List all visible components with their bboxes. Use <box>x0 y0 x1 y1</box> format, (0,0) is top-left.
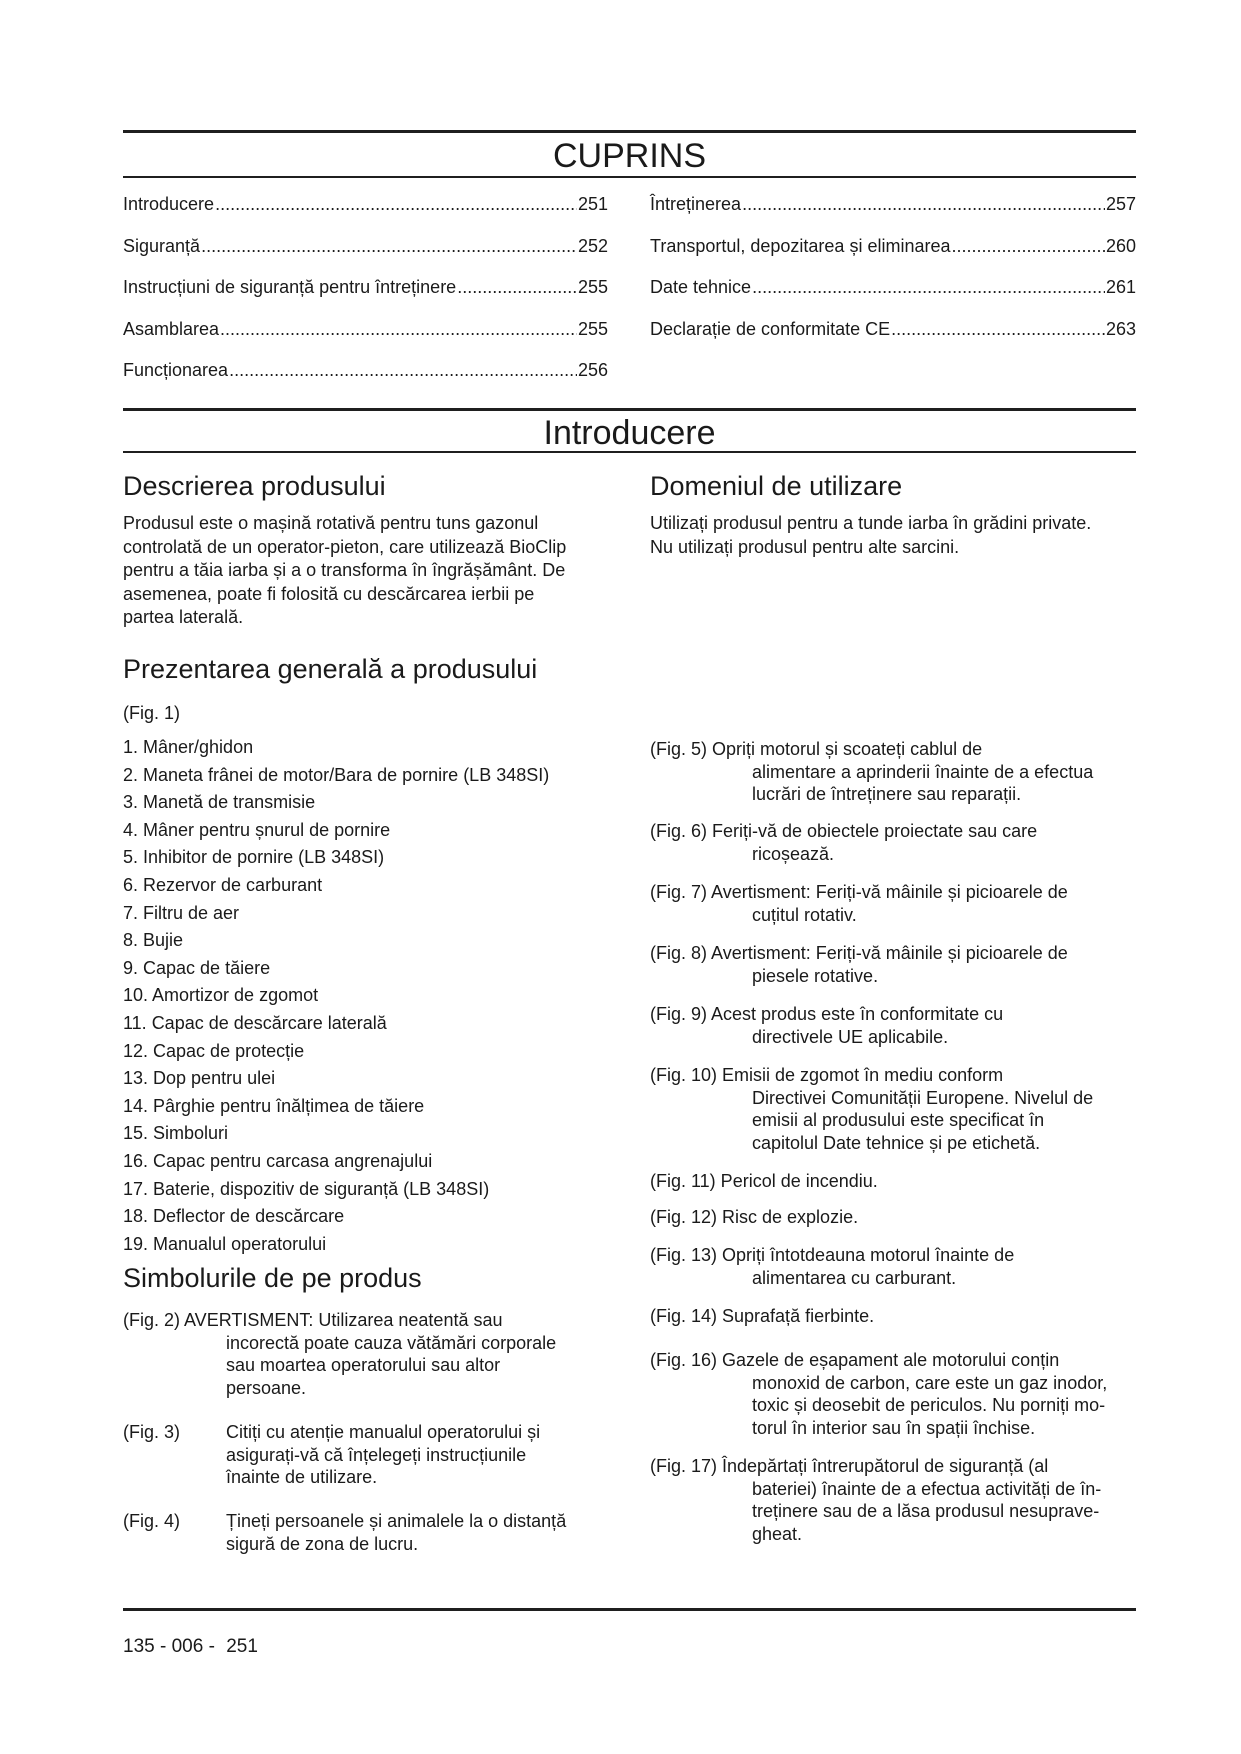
list-item: 3. Manetă de transmisie <box>123 792 316 813</box>
list-item: 5. Inhibitor de pornire (LB 348SI) <box>123 847 385 868</box>
toc-entry[interactable]: Întreținerea ..... 257 <box>650 193 1136 215</box>
toc-title: CUPRINS <box>552 137 707 175</box>
figure-note: (Fig. 11) Pericol de incendiu. <box>650 1171 878 1191</box>
doc-code: 135 - 006 - <box>123 1636 215 1657</box>
list-item: 15. Simboluri <box>123 1123 229 1144</box>
symbols-heading: Simbolurile de pe produs <box>123 1263 422 1293</box>
list-item: 7. Filtru de aer <box>123 902 240 923</box>
intro-bottom-rule <box>123 451 1136 453</box>
list-item: 11. Capac de descărcare laterală <box>123 1012 387 1033</box>
intro-title: Introducere <box>543 414 716 452</box>
description-heading: Descrierea produsului <box>123 471 386 501</box>
list-item: 4. Mâner pentru șnurul de pornire <box>123 819 391 840</box>
toc-entry[interactable]: Date tehnice ..... 261 <box>650 276 1136 298</box>
page-footer <box>123 1635 258 1659</box>
toc-entry[interactable]: Siguranță ..... 252 <box>123 235 608 257</box>
symbol-fig-3: (Fig. 3) Citiți cu atenție manualul operatorului și asigurați-vă că înțelegeți instrucțiunile înainte de utilizare. <box>123 1422 541 1487</box>
overview-fig-ref: (Fig. 1) <box>123 703 181 723</box>
page-number: 251 <box>226 1636 258 1657</box>
symbol-fig-2: (Fig. 2) AVERTISMENT: Utilizarea neatentă sau incorectă poate cauza vătămări corporale sau moartea operatorului sau altor persoane. <box>123 1310 557 1398</box>
list-item: 17. Baterie, dispozitiv de siguranță (LB 348SI) <box>123 1178 490 1199</box>
toc-entry[interactable]: Funcționarea ..... 256 <box>123 359 608 381</box>
toc-entry[interactable]: Declarație de conformitate CE ..... 263 <box>650 318 1136 340</box>
figure-note: (Fig. 7) Avertisment: Feriți-vă mâinile și picioarele de cuțitul rotativ. <box>650 882 1068 925</box>
list-item: 8. Bujie <box>123 930 184 951</box>
figure-note: (Fig. 8) Avertisment: Feriți-vă mâinile și picioarele de piesele rotative. <box>650 943 1068 986</box>
list-item: 10. Amortizor de zgomot <box>123 985 319 1006</box>
usage-text: Utilizați produsul pentru a tunde iarba în grădini private. Nu utilizați produsul pentru alte sarcini. <box>650 513 1092 557</box>
parts-list <box>123 736 549 1260</box>
list-item: 18. Deflector de descărcare <box>123 1206 345 1227</box>
intro-top-rule <box>123 408 1136 411</box>
figure-note: (Fig. 10) Emisii de zgomot în mediu conform Directivei Comunității Europene. Nivelul de emisii al produsului este specificat în capitolul Date tehnice și pe etichetă. <box>650 1065 1094 1153</box>
list-item: 13. Dop pentru ulei <box>123 1068 276 1089</box>
list-item: 14. Pârghie pentru înălțimea de tăiere <box>123 1095 425 1116</box>
usage-heading: Domeniul de utilizare <box>650 471 903 501</box>
list-item: 6. Rezervor de carburant <box>123 874 323 895</box>
toc-left-column <box>123 193 608 401</box>
list-item: 1. Mâner/ghidon <box>123 737 254 757</box>
toc-entry[interactable]: Instrucțiuni de siguranță pentru întreținere ..... 255 <box>123 276 608 298</box>
toc-entry[interactable]: Introducere ..... 251 <box>123 193 608 215</box>
figure-note: (Fig. 6) Feriți-vă de obiectele proiectate sau care ricoșează. <box>650 821 1038 864</box>
figure-note: (Fig. 9) Acest produs este în conformitate cu directivele UE aplicabile. <box>650 1004 1004 1047</box>
list-item: 2. Maneta frânei de motor/Bara de pornire (LB 348SI) <box>123 764 550 785</box>
toc-entry[interactable]: Transportul, depozitarea și eliminarea ..... 260 <box>650 235 1136 257</box>
figure-note: (Fig. 13) Opriți întotdeauna motorul înainte de alimentarea cu carburant. <box>650 1245 1015 1288</box>
list-item: 16. Capac pentru carcasa angrenajului <box>123 1150 433 1171</box>
toc-top-rule <box>123 130 1136 133</box>
footer-rule <box>123 1608 1136 1611</box>
description-text: Produsul este o mașină rotativă pentru tuns gazonul controlată de un operator-pieton, care utilizează BioClip pentru a tăia iarba și a o transforma în îngrășământ. De asemenea, poate fi folosită cu descărcarea ierbii pe partea laterală. <box>123 513 567 627</box>
figure-note: (Fig. 14) Suprafață fierbinte. <box>650 1306 875 1326</box>
toc-bottom-rule <box>123 176 1136 178</box>
toc-entry[interactable]: Asamblarea ..... 255 <box>123 318 608 340</box>
toc-right-column <box>650 193 1136 359</box>
list-item: 9. Capac de tăiere <box>123 957 271 978</box>
list-item: 12. Capac de protecție <box>123 1040 305 1061</box>
figure-note: (Fig. 17) Îndepărtați întrerupătorul de siguranță (al bateriei) înainte de a efectua activități de în- treținere sau de a lăsa produsul nesuprave- gheat. <box>650 1456 1102 1544</box>
figure-note: (Fig. 12) Risc de explozie. <box>650 1207 859 1227</box>
overview-heading: Prezentarea generală a produsului <box>123 654 538 684</box>
figure-note: (Fig. 16) Gazele de eșapament ale motorului conțin monoxid de carbon, care este un gaz inodor, toxic și deosebit de periculos. Nu porniți mo- torul în interior sau în spații închise. <box>650 1350 1108 1438</box>
list-item: 19. Manualul operatorului <box>123 1233 327 1254</box>
figure-note: (Fig. 5) Opriți motorul și scoateți cablul de alimentare a aprinderii înainte de a efectua lucrări de întreținere sau reparații. <box>650 739 1094 805</box>
symbol-fig-4: (Fig. 4) Țineți persoanele și animalele la o distanță sigură de zona de lucru. <box>123 1511 567 1554</box>
